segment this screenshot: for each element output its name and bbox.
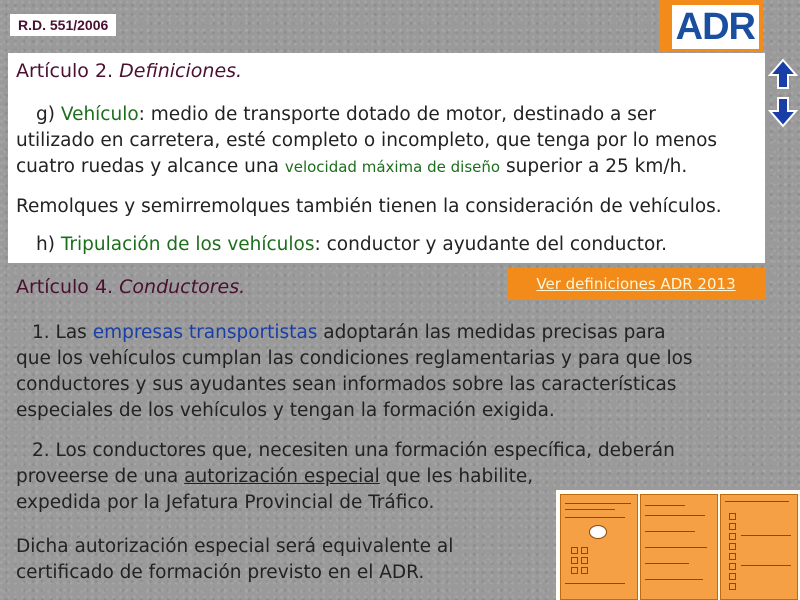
up-down-arrows-icon[interactable] bbox=[768, 58, 798, 128]
adr-logo bbox=[659, 0, 763, 52]
def-g-line3-end: superior a 25 km/h. bbox=[500, 156, 688, 177]
def-h-prefix: h) bbox=[36, 234, 61, 255]
certificate-card-1 bbox=[560, 494, 638, 600]
art4-p1-line1 bbox=[32, 320, 666, 346]
def-g-line1 bbox=[36, 102, 656, 128]
article-2-title-em: Definiciones. bbox=[119, 60, 243, 82]
art4-p1-term: empresas transportistas bbox=[92, 322, 318, 343]
def-g-term: Vehículo bbox=[60, 104, 139, 125]
art4-p3-line2: certificado de formación previsto en el ADR. bbox=[16, 562, 425, 583]
def-h-term: Tripulación de los vehículos bbox=[60, 234, 315, 255]
art4-p1-start: 1. Las bbox=[32, 322, 93, 343]
art4-p2-line2-start: proveerse de una bbox=[16, 466, 185, 487]
art4-p2-line2 bbox=[16, 464, 533, 490]
def-g-line3-term: velocidad máxima de diseño bbox=[284, 158, 501, 176]
art4-p2-line2-end: que les habilite, bbox=[379, 466, 534, 487]
art4-p1-line2: que los vehículos cumplan las condiciones reglamentarias y para que los bbox=[16, 348, 693, 369]
def-g-prefix: g) bbox=[36, 104, 61, 125]
def-g-line1-rest: : medio de transporte dotado de motor, destinado a ser bbox=[138, 104, 656, 125]
art4-p2-line3: expedida por la Jefatura Provincial de Tráfico. bbox=[16, 492, 435, 513]
rd-label: R.D. 551/2006 bbox=[10, 14, 116, 36]
def-h-line bbox=[36, 232, 667, 258]
def-h-rest: : conductor y ayudante del conductor. bbox=[314, 234, 668, 255]
article-4-title bbox=[16, 276, 245, 298]
adr-logo-text: ADR bbox=[672, 5, 759, 49]
art4-p1-line4: especiales de los vehículos y tengan la formación exigida. bbox=[16, 400, 555, 421]
def-g-line3 bbox=[16, 154, 687, 180]
article-2-title bbox=[16, 60, 242, 82]
def-g-line3-start: cuatro ruedas y alcance una bbox=[16, 156, 285, 177]
art4-p2-line1: 2. Los conductores que, necesiten una formación específica, deberán bbox=[32, 440, 675, 461]
def-g-line2: utilizado en carretera, esté completo o incompleto, que tenga por lo menos bbox=[16, 130, 718, 151]
article-4-title-prefix: Artículo 4. bbox=[16, 276, 120, 298]
ver-definiciones-link[interactable]: Ver definiciones ADR 2013 bbox=[507, 268, 765, 300]
art4-p3-line1: Dicha autorización especial será equivalente al bbox=[16, 536, 454, 557]
article-4-title-em: Conductores. bbox=[119, 276, 246, 298]
art4-p1-line3: conductores y sus ayudantes sean informados sobre las características bbox=[16, 374, 677, 395]
adr-certificate-cards-image bbox=[556, 490, 800, 600]
art4-p1-line1-end: adoptarán las medidas precisas para bbox=[317, 322, 666, 343]
art4-p2-line2-term: autorización especial bbox=[184, 466, 380, 487]
remolques-line: Remolques y semirremolques también tienen la consideración de vehículos. bbox=[16, 196, 722, 217]
certificate-card-2 bbox=[640, 494, 718, 600]
certificate-card-3 bbox=[720, 494, 798, 600]
article-2-title-prefix: Artículo 2. bbox=[16, 60, 120, 82]
